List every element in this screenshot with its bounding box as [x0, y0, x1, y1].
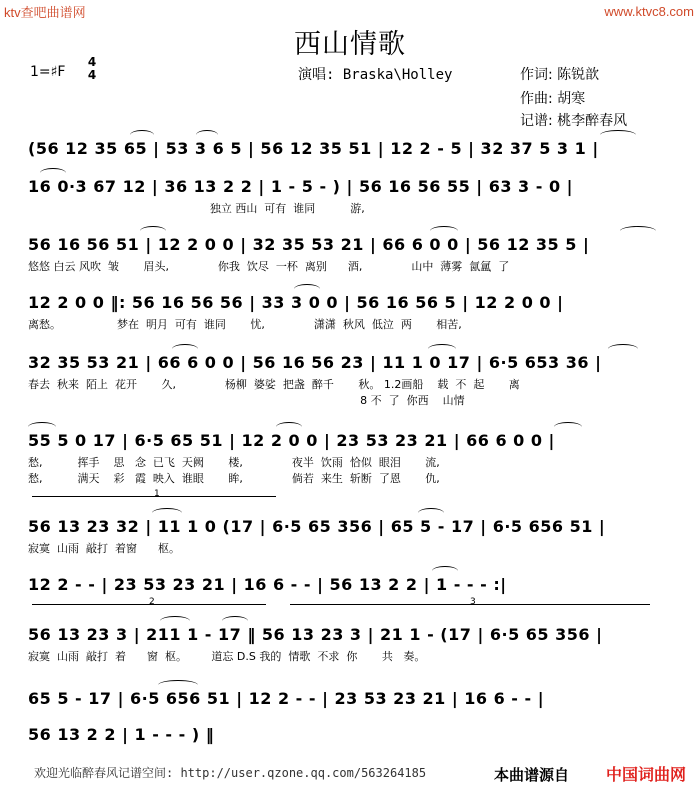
volta-number: 2 — [149, 597, 155, 607]
time-signature-bottom: 4 — [87, 68, 97, 82]
source-site: 中国词曲网 — [606, 765, 687, 784]
notation-line: (56 12 35 65 | 53 3 6 5 | 56 12 35 51 | 12 2 - 5 | 32 37 5 3 1 | — [28, 139, 599, 158]
volta-number: 3 — [470, 597, 476, 607]
lyric-line: 寂寞 山雨 敲打 着 窗 枢。 道忘 D.S 我的 情歌 不求 你 共 奏。 — [28, 650, 426, 663]
time-signature — [84, 56, 100, 82]
score-system-10 — [28, 686, 662, 716]
score-system-7 — [28, 489, 662, 562]
score-system-3 — [28, 232, 662, 280]
footer-welcome: 欢迎光临醉春风记谱空间: http://user.qzone.qq.com/563264185 — [34, 766, 427, 780]
volta-bracket-3 — [290, 597, 650, 612]
notation-line: 56 13 23 32 | 11 1 0 (17 | 6·5 65 356 | 65 5 - 17 | 6·5 656 51 | — [28, 517, 606, 536]
notation-line: 32 35 53 21 | 66 6 0 0 | 56 16 56 23 | 11 1 0 17 | 6·5 653 36 | — [28, 353, 602, 372]
key-signature: 1=♯F — [30, 64, 66, 80]
volta-number: 1 — [154, 489, 160, 499]
lyric-line: 离愁。 梦在 明月 可有 谁同 忧, 潇潇 秋风 低泣 两 相苦, — [28, 318, 462, 331]
notation-line: 56 16 56 51 | 12 2 0 0 | 32 35 53 21 | 66 6 0 0 | 56 12 35 5 | — [28, 235, 590, 254]
score-system-8 — [28, 572, 662, 602]
lyric-line: 寂寞 山雨 敲打 着窗 枢。 — [28, 542, 180, 555]
score-system-6 — [28, 428, 662, 492]
score-system-9 — [28, 597, 662, 670]
notation-line: 56 13 23 3 | 211 1 - 17 ‖ 56 13 23 3 | 21 1 - (17 | 6·5 65 356 | — [28, 625, 603, 644]
lyric-line: 愁, 满天 彩 霞 映入 谁眼 眸, 倘若 来生 斩断 了恩 仇, — [28, 472, 440, 485]
score-system-1 — [28, 136, 662, 166]
lyricist-credit: 作词: 陈锐歆 — [520, 67, 600, 83]
score-system-2 — [28, 174, 662, 222]
source-label: 本曲谱源自 — [494, 766, 570, 784]
notation-line: 12 2 0 0 ‖: 56 16 56 56 | 33 3 0 0 | 56 16 56 5 | 12 2 0 0 | — [28, 293, 564, 312]
score-system-5 — [28, 350, 662, 414]
lyric-line: 愁, 挥手 思 念 已飞 天阙 楼, 夜半 饮雨 恰似 眼泪 流, — [28, 456, 440, 469]
watermark-right: www.ktvc8.com — [604, 4, 694, 19]
lyric-line: 独立 西山 可有 谁同 游, — [28, 202, 365, 215]
lyric-line: 悠悠 白云 风吹 皱 眉头, 你我 饮尽 一杯 离别 酒, 山中 薄雾 氤氲 了 — [28, 260, 510, 273]
notation-line: 55 5 0 17 | 6·5 65 51 | 12 2 0 0 | 23 53 23 21 | 66 6 0 0 | — [28, 431, 555, 450]
notation-line: 16 0·3 67 12 | 36 13 2 2 | 1 - 5 - ) | 56 16 56 55 | 63 3 - 0 | — [28, 177, 574, 196]
volta-bracket-2 — [32, 597, 266, 612]
lyric-line: 春去 秋来 陌上 花开 久, 杨柳 婆娑 把盏 醉千 秋。 1.2画船 载 不 起 离 — [28, 378, 520, 391]
notation-line: 12 2 - - | 23 53 23 21 | 16 6 - - | 56 13 2 2 | 1 - - - :| — [28, 575, 507, 594]
notation-line: 56 13 2 2 | 1 - - - ) ‖ — [28, 725, 215, 744]
transcriber-credit: 记谱: 桃李醉春风 — [520, 113, 628, 129]
time-signature-top: 4 — [87, 55, 97, 69]
notation-line: 65 5 - 17 | 6·5 656 51 | 12 2 - - | 23 53 23 21 | 16 6 - - | — [28, 689, 545, 708]
lyric-line: 8 不 了 你西 山情 — [28, 394, 465, 407]
singer-credit: 演唱: Braska\Holley — [298, 67, 453, 83]
score-system-4 — [28, 290, 662, 338]
song-title: 西山情歌 — [294, 29, 406, 60]
score-system-11 — [28, 722, 662, 752]
watermark-left: ktv查吧曲谱网 — [4, 5, 86, 20]
composer-credit: 作曲: 胡寒 — [520, 91, 586, 107]
volta-bracket-1 — [32, 489, 276, 504]
